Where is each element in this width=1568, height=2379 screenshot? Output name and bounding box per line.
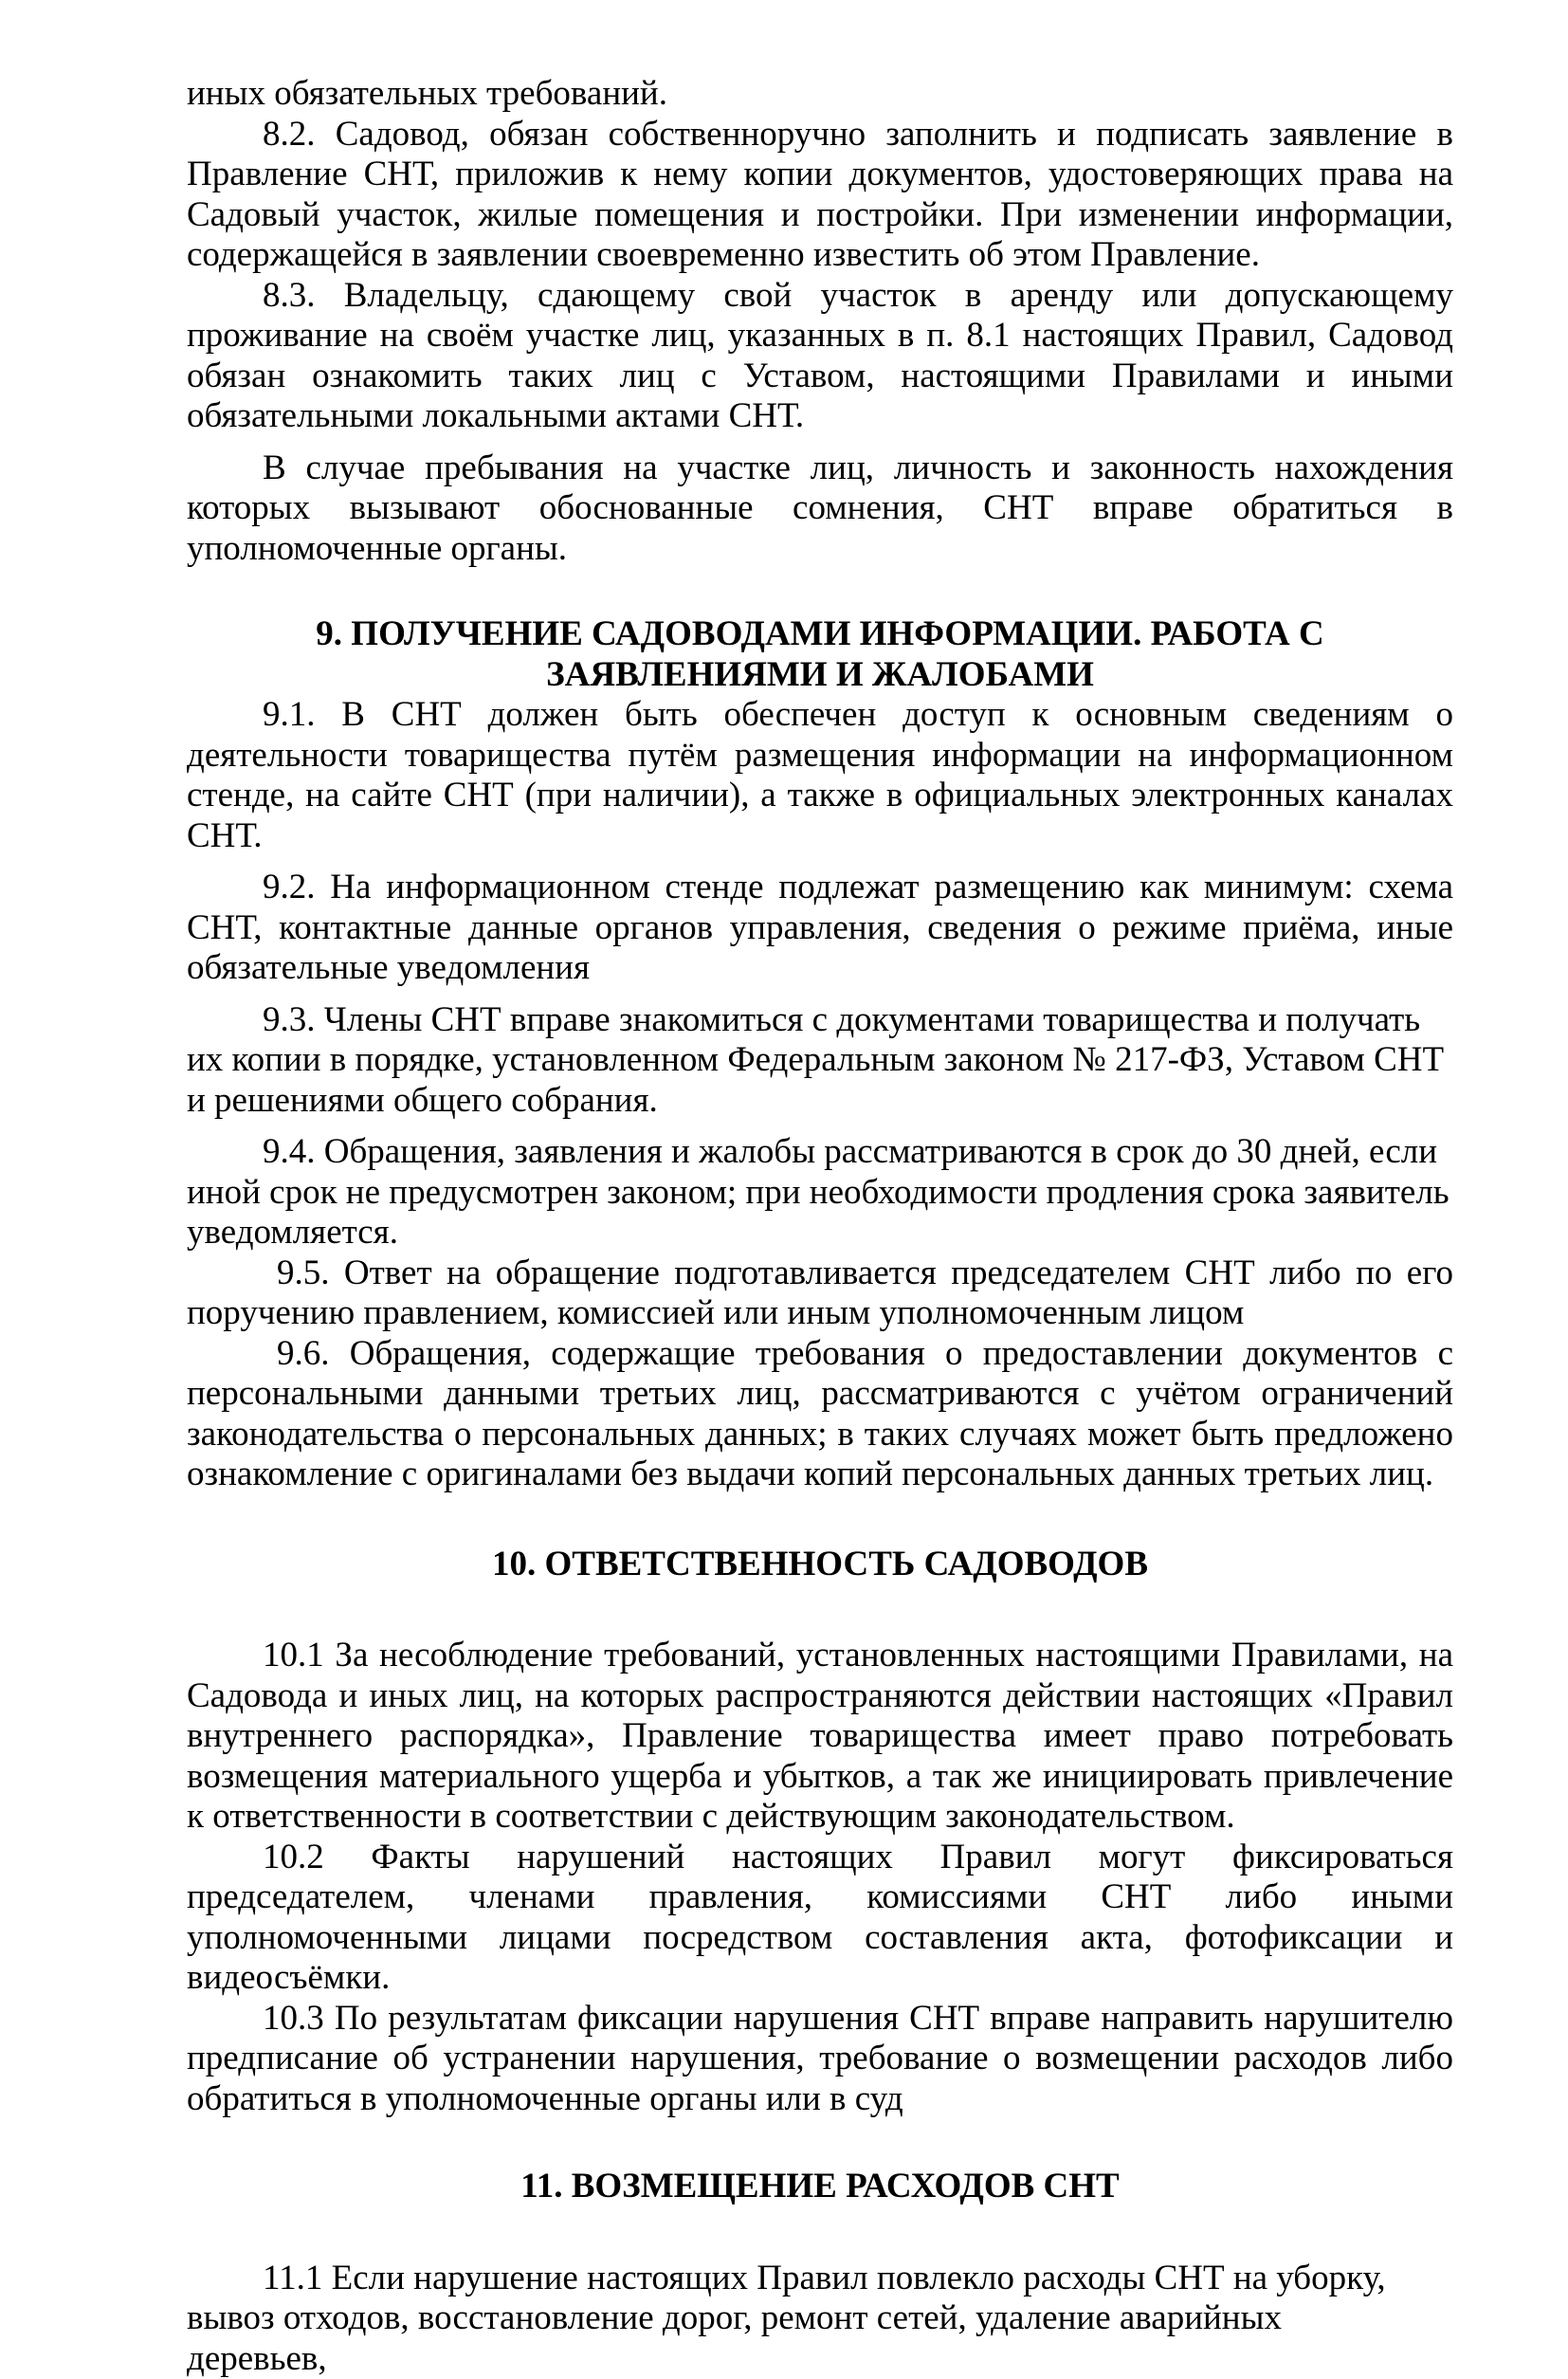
- paragraph-9-4: 9.4. Обращения, заявления и жалобы рассматриваются в срок до 30 дней, если иной срок не предусмотрен законом; при необходимости продления срока заявитель уведомляется.: [187, 1132, 1453, 1254]
- paragraph-10-1: 10.1 За несоблюдение требований, установленных настоящими Правилами, на Садовода и иных лиц, на которых распространяются действии настоящих «Правил внутреннего распорядка», Правление товарищества имеет право потребовать возмещения материального ущерба и убытков, а так же инициировать привлечение к ответственности в соответствии с действующим законодательством.: [187, 1636, 1453, 1838]
- paragraph-9-6: 9.6. Обращения, содержащие требования о предоставлении документов с персональными данными третьих лиц, рассматриваются с учётом ограничений законодательства о персональных данных; в таких случаях может быть предложено ознакомление с оригиналами без выдачи копий персональных данных третьих лиц.: [187, 1334, 1453, 1495]
- section-heading-9: 9. ПОЛУЧЕНИЕ САДОВОДАМИ ИНФОРМАЦИИ. РАБОТА С ЗАЯВЛЕНИЯМИ И ЖАЛОБАМИ: [187, 614, 1453, 695]
- paragraph-10-2: 10.2 Факты нарушений настоящих Правил могут фиксироваться председателем, членами правления, комиссиями СНТ либо иными уполномоченными лицами посредством составления акта, фотофиксации и видеосъёмки.: [187, 1838, 1453, 1999]
- paragraph-8-3: 8.3. Владельцу, сдающему свой участок в аренду или допускающему проживание на своём участке лиц, указанных в п. 8.1 настоящих Правил, Садовод обязан ознакомить таких лиц с Уставом, настоящими Правилами и иными обязательными локальными актами СНТ.: [187, 276, 1453, 437]
- document-page: [187, 74, 1453, 2379]
- paragraph-8-1-end: иных обязательных требований.: [187, 74, 1453, 115]
- paragraph-9-1: 9.1. В СНТ должен быть обеспечен доступ к основным сведениям о деятельности товарищества путём размещения информации на информационном стенде, на сайте СНТ (при наличии), а также в официальных электронных каналах СНТ.: [187, 695, 1453, 856]
- paragraph-8-3-note: В случае пребывания на участке лиц, личность и законность нахождения которых вызывают обоснованные сомнения, СНТ вправе обратиться в уполномоченные органы.: [187, 448, 1453, 570]
- paragraph-10-3: 10.3 По результатам фиксации нарушения СНТ вправе направить нарушителю предписание об устранении нарушения, требование о возмещении расходов либо обратиться в уполномоченные органы или в суд: [187, 1999, 1453, 2120]
- section-heading-10: 10. ОТВЕТСТВЕННОСТЬ САДОВОДОВ: [187, 1545, 1453, 1585]
- paragraph-9-5: 9.5. Ответ на обращение подготавливается председателем СНТ либо по его поручению правлением, комиссией или иным уполномоченным лицом: [187, 1254, 1453, 1334]
- paragraph-9-2: 9.2. На информационном стенде подлежат размещению как минимум: схема СНТ, контактные данные органов управления, сведения о режиме приёма, иные обязательные уведомления: [187, 868, 1453, 989]
- paragraph-8-2: 8.2. Садовод, обязан собственноручно заполнить и подписать заявление в Правление СНТ, приложив к нему копии документов, удостоверяющих права на Садовый участок, жилые помещения и постройки. При изменении информации, содержащейся в заявлении своевременно известить об этом Правление.: [187, 115, 1453, 276]
- section-heading-11: 11. ВОЗМЕЩЕНИЕ РАСХОДОВ СНТ: [187, 2167, 1453, 2207]
- paragraph-9-3: 9.3. Члены СНТ вправе знакомиться с документами товарищества и получать их копии в порядке, установленном Федеральным законом № 217-ФЗ, Уставом СНТ и решениями общего собрания.: [187, 1000, 1453, 1122]
- paragraph-11-1: 11.1 Если нарушение настоящих Правил повлекло расходы СНТ на уборку, вывоз отходов, восстановление дорог, ремонт сетей, удаление аварийных деревьев,: [187, 2259, 1453, 2379]
